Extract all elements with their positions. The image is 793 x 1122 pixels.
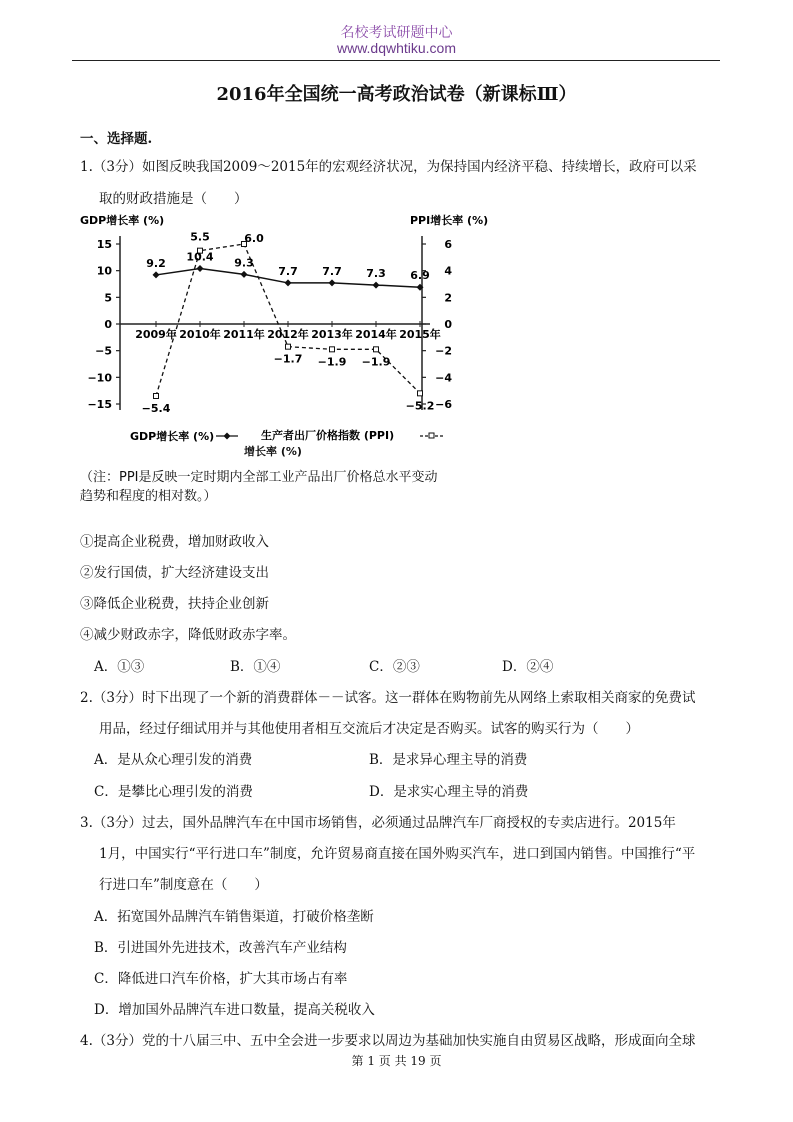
- ppi-data-label: −5.4: [141, 402, 171, 415]
- x-tick-label: 2011年: [223, 328, 265, 341]
- ppi-point: [330, 347, 335, 352]
- header-site-url[interactable]: www.dqwhtiku.com: [336, 40, 457, 56]
- legend-gdp-marker: [224, 433, 231, 440]
- gdp-point: [153, 271, 160, 278]
- q1-option-a[interactable]: A．①③: [94, 659, 145, 675]
- economy-chart: [78, 208, 498, 448]
- ppi-point: [374, 347, 379, 352]
- q1-option-d[interactable]: D．②④: [502, 659, 554, 675]
- gdp-data-label: 9.3: [234, 256, 254, 270]
- ppi-point: [418, 391, 423, 396]
- q3-stem-line1: 3.（3分）过去，国外品牌汽车在中国市场销售，必须通过品牌汽车厂商授权的专卖店进行。2015年: [80, 815, 676, 831]
- section-heading: 一、选择题.: [80, 131, 153, 147]
- left-tick-label: 10: [96, 264, 112, 278]
- right-axis-label: PPI增长率 (%): [410, 214, 489, 227]
- q3-option-b[interactable]: B．引进国外先进技术，改善汽车产业结构: [94, 940, 347, 956]
- q1-option-b[interactable]: B．①④: [230, 659, 281, 675]
- q1-stem-line1: 1.（3分）如图反映我国2009～2015年的宏观经济状况，为保持国内经济平稳、持续增长，政府可以采: [80, 159, 697, 175]
- gdp-data-label: 7.7: [278, 264, 298, 278]
- q2-option-d[interactable]: D．是求实心理主导的消费: [369, 784, 529, 800]
- gdp-data-label: 6.9: [410, 269, 430, 283]
- q2-option-b[interactable]: B．是求异心理主导的消费: [369, 752, 528, 768]
- right-tick-label: 2: [444, 291, 452, 305]
- ppi-data-label: −1.7: [273, 352, 303, 366]
- header-site-name: 名校考试研题中心: [340, 25, 453, 41]
- q3-option-d[interactable]: D．增加国外品牌汽车进口数量，提高关税收入: [94, 1002, 375, 1018]
- left-tick-label: 15: [96, 238, 112, 251]
- x-tick-label: 2014年: [355, 328, 397, 341]
- q1-statement-4: ④减少财政赤字，降低财政赤字率。: [80, 627, 296, 643]
- q3-option-a[interactable]: A．拓宽国外品牌汽车销售渠道，打破价格垄断: [94, 909, 374, 925]
- page-title: 2016年全国统一高考政治试卷（新课标Ⅲ）: [216, 84, 577, 105]
- q1-statement-3: ③降低企业税费，扶持企业创新: [80, 596, 269, 612]
- q3-option-c[interactable]: C．降低进口汽车价格，扩大其市场占有率: [94, 971, 348, 987]
- q2-stem-line1: 2.（3分）时下出现了一个新的消费群体－－试客。这一群体在购物前先从网络上索取相关商家的免费试: [80, 690, 696, 706]
- q1-option-c[interactable]: C．②③: [369, 659, 420, 675]
- q1-statement-2: ②发行国债，扩大经济建设支出: [80, 565, 269, 581]
- ppi-data-label: −1.9: [361, 355, 391, 369]
- gdp-point: [329, 279, 336, 286]
- gdp-data-label: 7.7: [322, 264, 342, 278]
- right-tick-label: −6: [435, 398, 452, 411]
- chart-note-line1: （注：PPI是反映一定时期内全部工业产品出厂价格总水平变动: [80, 470, 438, 485]
- x-tick-label: 2015年: [399, 328, 441, 341]
- q2-stem-line2: 用品，经过仔细试用并与其他使用者相互交流后才决定是否购买。试客的购买行为（ ）: [99, 721, 639, 737]
- right-tick-label: 6: [444, 238, 452, 251]
- gdp-data-label: 7.3: [366, 267, 386, 281]
- q2-option-a[interactable]: A．是从众心理引发的消费: [94, 752, 253, 768]
- legend-gdp-label: GDP增长率 (%): [130, 430, 215, 443]
- legend-ppi-marker: [429, 433, 434, 438]
- legend-ppi-label: 生产者出厂价格指数 (PPI): [261, 429, 395, 442]
- ppi-data-label: 6.0: [244, 232, 264, 245]
- ppi-data-label: 5.5: [190, 230, 210, 244]
- ppi-point: [154, 394, 159, 399]
- q2-option-c[interactable]: C．是攀比心理引发的消费: [94, 784, 253, 800]
- q3-stem-line2: 1月，中国实行“平行进口车”制度，允许贸易商直接在国外购买汽车，进口到国内销售。中国推行“平: [99, 846, 696, 862]
- left-tick-label: 5: [104, 291, 112, 305]
- header-divider: [72, 60, 720, 61]
- right-tick-label: −2: [435, 344, 452, 358]
- gdp-point: [373, 282, 380, 289]
- legend-ppi-label-line2: 增长率 (%): [244, 445, 302, 458]
- q1-statement-1: ①提高企业税费，增加财政收入: [80, 534, 269, 550]
- left-tick-label: 0: [104, 318, 112, 331]
- x-tick-label: 2009年: [135, 328, 177, 341]
- right-tick-label: 4: [444, 264, 452, 278]
- ppi-point: [286, 344, 291, 349]
- x-tick-label: 2010年: [179, 328, 221, 341]
- gdp-point: [285, 279, 292, 286]
- x-tick-label: 2013年: [311, 328, 353, 341]
- gdp-point: [197, 265, 204, 272]
- gdp-data-label: 9.2: [146, 256, 166, 270]
- left-axis-label: GDP增长率 (%): [80, 214, 165, 227]
- left-tick-label: −15: [87, 398, 112, 411]
- gdp-point: [241, 271, 248, 278]
- left-tick-label: −10: [87, 371, 112, 385]
- gdp-data-label: 10.4: [186, 250, 214, 264]
- q3-stem-line3: 行进口车”制度意在（ ）: [99, 877, 268, 893]
- ppi-data-label: −5.2: [405, 399, 435, 413]
- page-footer: 第 1 页 共 19 页: [351, 1054, 442, 1068]
- q4-stem-line1: 4.（3分）党的十八届三中、五中全会进一步要求以周边为基础加快实施自由贸易区战略，形成面向全球: [80, 1033, 696, 1049]
- right-tick-label: 0: [444, 318, 452, 331]
- ppi-data-label: −1.9: [317, 355, 347, 369]
- chart-note-line2: 趋势和程度的相对数。）: [80, 489, 217, 504]
- left-tick-label: −5: [95, 344, 112, 358]
- right-tick-label: −4: [435, 371, 452, 385]
- x-tick-label: 2012年: [267, 328, 309, 341]
- q1-stem-line2: 取的财政措施是（ ）: [99, 191, 248, 207]
